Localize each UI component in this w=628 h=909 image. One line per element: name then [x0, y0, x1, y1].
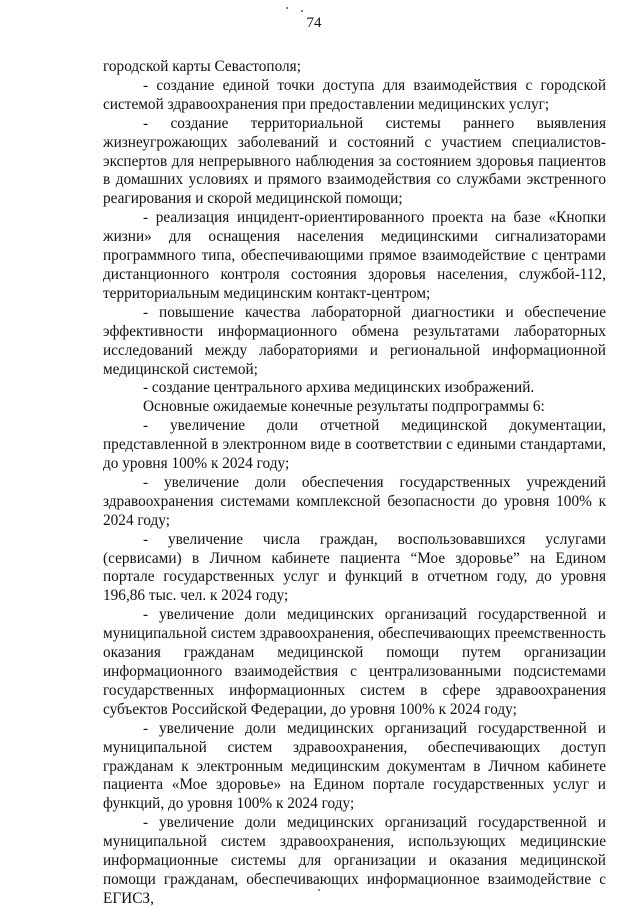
result-item: - увеличение доли медицинских организаций государственной и муниципальной систем здравоохранения, использующих медицинские информационные системы для организации и оказания медицинской помощи гражданам, обеспечивающих информационное взаимодействие с ЕГИСЗ,: [103, 814, 606, 907]
result-item: - увеличение числа граждан, воспользовавшихся услугами (сервисами) в Личном кабинете пациента “Мое здоровье” на Едином портале государственных услуг и функций в отчетном году, до уровня 196,86 тыс. чел. к 2024 году;: [103, 530, 606, 605]
list-item: - создание единой точки доступа для взаимодействия с городской системой здравоохранения при предоставлении медицинских услуг;: [103, 76, 606, 113]
result-item: - увеличение доли отчетной медицинской документации, представленной в электронном виде в соответствии с едиными стандартами, до уровня 100% к 2024 году;: [103, 417, 606, 473]
result-item: - увеличение доли медицинских организаций государственной и муниципальной систем здравоохранения, обеспечивающих преемственность оказания гражданам медицинской помощи путем организации информационного взаимодействия с централизованными подсистемами государственных информационных систем в сфере здравоохранения субъектов Российской Федерации, до уровня 100% к 2024 году;: [103, 606, 606, 718]
paragraph-continuation: городской карты Севастополя;: [103, 58, 301, 75]
page-number: 74: [306, 15, 322, 31]
body-text: [103, 58, 606, 909]
scan-speck: [301, 10, 303, 12]
list-item: - реализация инцидент-ориентированного проекта на базе «Кнопки жизни» для оснащения населения медицинскими сигнализаторами программного типа, обеспечивающими прямое взаимодействие с центрами дистанционного контроля состояния здоровья населения, службой-112, территориальным медицинским контакт-центром;: [103, 209, 606, 302]
scan-speck: [286, 7, 288, 9]
list-item: - повышение качества лабораторной диагностики и обеспечение эффективности информационного обмена результатами лабораторных исследований между лабораториями и региональной информационной медицинской системой;: [103, 303, 606, 378]
list-item: - создание центрального архива медицинских изображений.: [143, 379, 535, 397]
section-lead: Основные ожидаемые конечные результаты подпрограммы 6:: [143, 398, 545, 416]
result-item: - увеличение доли обеспечения государственных учреждений здравоохранения системами комплексной безопасности до уровня 100% к 2024 году;: [103, 473, 606, 529]
result-item: - увеличение доли медицинских организаций государственной и муниципальной систем здравоохранения, обеспечивающих доступ гражданам к электронным медицинским документам в Личном кабинете пациента «Мое здоровье» на Едином портале государственных услуг и функций, до уровня 100% к 2024 году;: [103, 719, 606, 813]
list-item: - создание территориальной системы раннего выявления жизнеугрожающих заболеваний и состояний с участием специалистов-экспертов для непрерывного наблюдения за состоянием здоровья пациентов в домашних условиях и прямого взаимодействия со службами экстренного реагирования и скорой медицинской помощи;: [103, 114, 606, 208]
